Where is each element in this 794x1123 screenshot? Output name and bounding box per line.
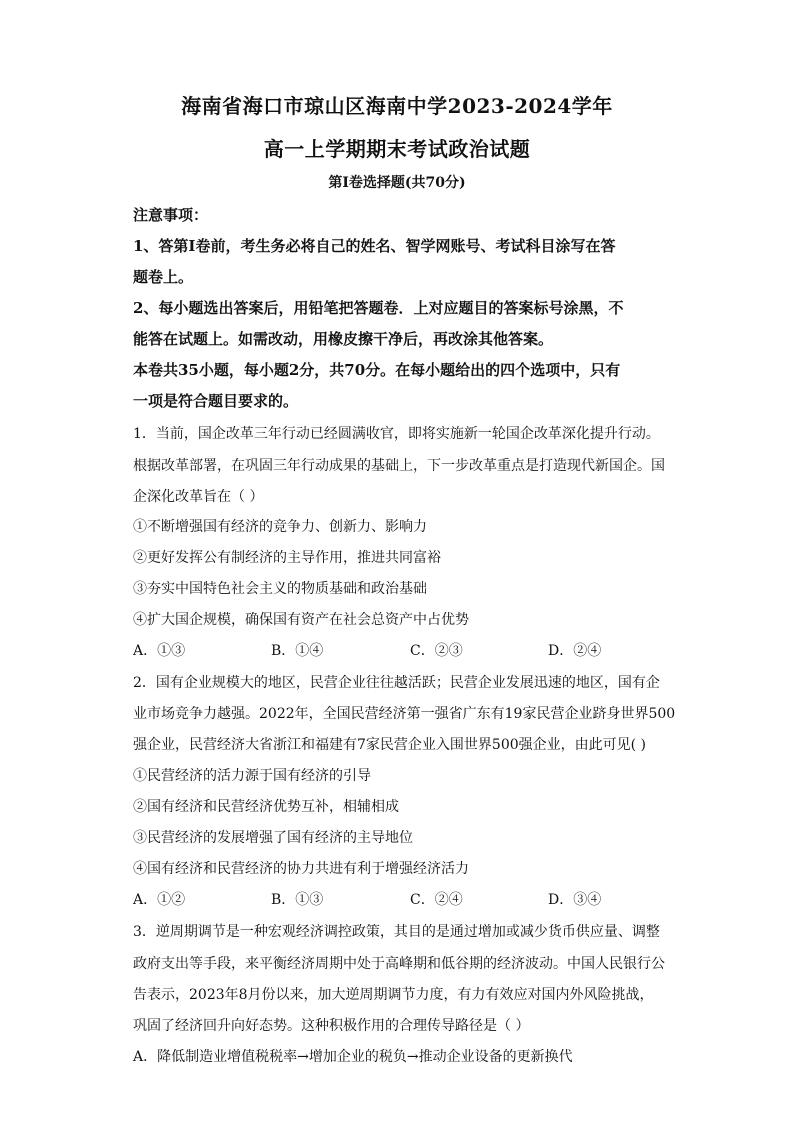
q2-stem-line3: 强企业，民营经济大省浙江和福建有7家民营企业入围世界500强企业，由此可见( ) [133,737,647,753]
instruction-line2: 一项是符合题目要求的。 [133,392,299,410]
q2-option-a[interactable]: A．①② [133,892,186,908]
q1-stem-line1: 1．当前，国企改革三年行动已经圆满收官，即将实施新一轮国企改革深化提升行动。 [133,426,660,442]
q1-option-b[interactable]: B．①④ [271,643,324,659]
q2-statement-1: ①民营经济的活力源于国有经济的引导 [133,768,371,784]
q2-stem-line1: 2．国有企业规模大的地区，民营企业往往越活跃；民营企业发展迅速的地区，国有企 [133,675,660,691]
q1-stem-line3: 企深化改革旨在（ ） [133,489,264,505]
instruction-line1: 本卷共35小题，每小题2分，共70分。在每小题给出的四个选项中，只有 [133,361,621,379]
q1-option-a[interactable]: A．①③ [133,643,186,659]
q1-statement-2: ②更好发挥公有制经济的主导作用，推进共同富裕 [133,550,441,566]
q2-statement-2: ②国有经济和民营经济优势互补，相辅相成 [133,799,399,815]
q2-stem-line2: 业市场竞争力越强。2022年，全国民营经济第一强省广东有19家民营企业跻身世界500 [133,706,676,722]
q2-option-b[interactable]: B．①③ [271,892,324,908]
notice-heading: 注意事项： [133,206,209,224]
exam-title-line1: 海南省海口市琼山区海南中学2023-2024学年 [181,94,613,118]
q1-stem-line2: 根据改革部署，在巩固三年行动成果的基础上，下一步改革重点是打造现代新国企。国 [133,458,665,474]
q3-stem-line4: 巩固了经济回升向好态势。这种积极作用的合理传导路径是（ ） [133,1018,530,1034]
q3-option-a[interactable]: A．降低制造业增值税税率→增加企业的税负→推动企业设备的更新换代 [133,1049,573,1065]
q1-option-c[interactable]: C．②③ [410,643,463,659]
section-title: 第Ⅰ卷选择题(共70分) [328,175,466,191]
q3-stem-line1: 3．逆周期调节是一种宏观经济调控政策，其目的是通过增加或减少货币供应量、调整 [133,924,660,940]
q1-statement-1: ①不断增强国有经济的竞争力、创新力、影响力 [133,519,427,535]
notice-item-2-line1: 2、每小题选出答案后，用铅笔把答题卷．上对应题目的答案标号涂黑，不 [133,299,624,317]
exam-title-line2: 高一上学期期末考试政治试题 [263,137,531,161]
q3-stem-line3: 告表示，2023年8月份以来，加大逆周期调节力度，有力有效应对国内外风险挑战， [133,987,654,1003]
q2-statement-3: ③民营经济的发展增强了国有经济的主导地位 [133,830,413,846]
notice-item-2-line2: 能答在试题上。如需改动，用橡皮擦干净后，再改涂其他答案。 [133,330,554,348]
q3-stem-line2: 政府支出等手段，来平衡经济周期中处于高峰期和低谷期的经济波动。中国人民银行公 [133,956,665,972]
q1-statement-3: ③夯实中国特色社会主义的物质基础和政治基础 [133,581,427,597]
q2-option-c[interactable]: C．②④ [410,892,463,908]
q2-statement-4: ④国有经济和民营经济的协力共进有利于增强经济活力 [133,861,469,877]
q1-option-d[interactable]: D．②④ [548,643,602,659]
notice-item-1-line2: 题卷上。 [133,268,194,286]
q1-statement-4: ④扩大国企规模，确保国有资产在社会总资产中占优势 [133,612,469,628]
notice-item-1-line1: 1、答第Ⅰ卷前，考生务必将自己的姓名、智学网账号、考试科目涂写在答 [133,237,616,255]
q2-option-d[interactable]: D．③④ [548,892,602,908]
